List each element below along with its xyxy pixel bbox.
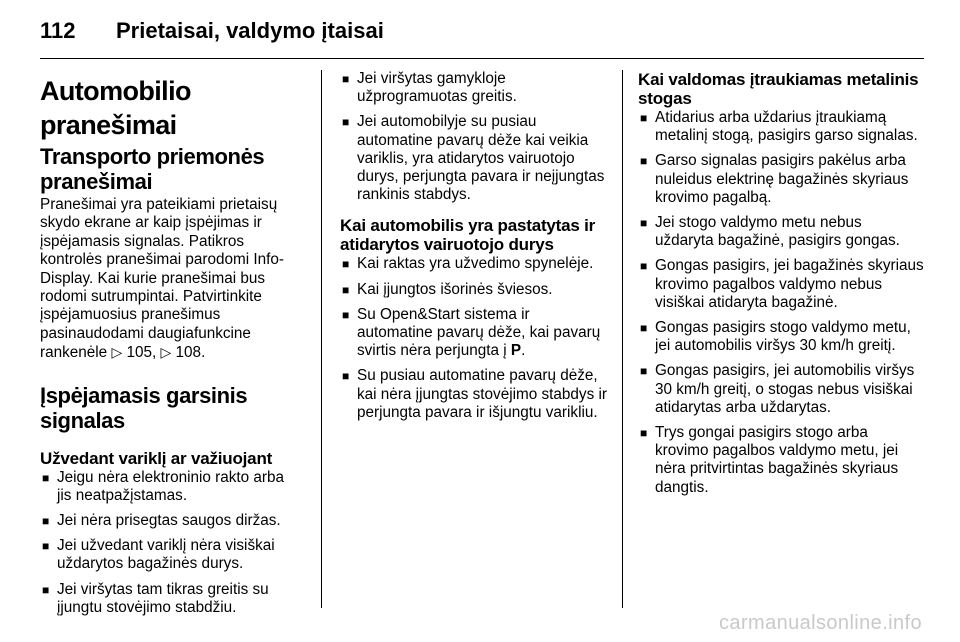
list-item: ■ Jei viršytas tam tikras greitis su įjungtu stovėjimo stabdžiu. (42, 580, 269, 616)
vehicle-messages-title: Transporto priemonės pranešimai (40, 144, 265, 194)
bullet-icon: ■ (342, 115, 350, 130)
page-number: 112 (40, 18, 76, 43)
list-item: ■ Jei užvedant variklį nėra visiškai uždarytos bagažinės durys. (42, 537, 275, 573)
list-item: ■ Kai raktas yra užvedimo spynelėje. (342, 255, 594, 273)
column-3 (638, 70, 924, 504)
list-item: ■ Jei stogo valdymo metu nebus uždaryta bagažinė, pasigirs gongas. (640, 214, 900, 250)
bullet-icon: ■ (640, 259, 648, 274)
warning-chime-title: Įspėjamasis garsinis signalas (40, 382, 248, 433)
gear-p-label: P (510, 342, 522, 360)
bullet-icon: ■ (42, 514, 50, 529)
roof-list (638, 109, 924, 497)
main-title: Automobilio pranešimai (40, 76, 191, 140)
bullet-icon: ■ (342, 282, 350, 297)
intro-text: Pranešimai yra pateikiami prietaisų skydo ekrane ar kaip įspėjimas ir įspėjamasis signalas. Patikros kontrolės pranešimai parodomi Info-Display. Kai kurie pranešimai bus rodomi sutrumpintai. Patvirtinkite įspėjamuosius pranešimus pasinaudodami daugiafunkcine rankenėle (40, 196, 285, 362)
column-1 (40, 70, 302, 624)
list-item: ■ Kai įjungtos išorinės šviesos. (342, 280, 553, 298)
section-title: Prietaisai, valdymo įtaisai (116, 18, 384, 43)
list-item: ■ Gongas pasigirs stogo valdymo metu, jei automobilis viršys 30 km/h greitį. (640, 319, 911, 355)
bullet-icon: ■ (640, 426, 648, 441)
xref-arrow-icon: ▷ (160, 344, 172, 361)
xref-separator: , (152, 344, 157, 362)
list-item: ■ Gongas pasigirs, jei bagažinės skyriaus krovimo pagalbos valdymo nebus visiškai atidaryta bagažinė. (640, 257, 924, 311)
list-item: ■ Su pusiau automatine pavarų dėže, kai nėra įjungtas stovėjimo stabdys ir perjungta pavara ir išjungtu varikliu. (342, 367, 607, 421)
chime-list-2 (340, 70, 608, 204)
parked-list (340, 255, 608, 422)
bullet-icon: ■ (342, 257, 350, 272)
list-item: ■ Atidarius arba uždarius įtraukiamą metalinį stogą, pasigirs garso signalas. (640, 109, 918, 145)
bullet-icon: ■ (342, 369, 350, 384)
column-divider-1 (321, 70, 322, 608)
column-2 (340, 70, 608, 429)
bullet-icon: ■ (640, 321, 648, 336)
list-item: ■ Gongas pasigirs, jei automobilis viršys 30 km/h greitį, o stogas nebus visiškai atidarytas arba uždarytas. (640, 362, 915, 416)
page-header (40, 18, 384, 44)
xref-link-2[interactable]: 108 (175, 344, 202, 362)
header-rule (40, 58, 924, 59)
bullet-icon: ■ (640, 364, 648, 379)
bullet-icon: ■ (342, 307, 350, 322)
bullet-icon: ■ (640, 216, 648, 231)
list-item: ■ Garso signalas pasigirs pakėlus arba nuleidus elektrinę bagažinės skyriaus krovimo pagalbą. (640, 152, 909, 206)
bullet-icon: ■ (42, 582, 50, 597)
list-item: ■ Trys gongai pasigirs stogo arba krovimo pagalbos valdymo metu, jei nėra pritvirtintas bagažinės skyriaus dangtis. (640, 424, 899, 496)
list-item: ■ Jeigu nėra elektroninio rakto arba jis neatpažįstamas. (42, 468, 285, 504)
bullet-icon: ■ (342, 72, 350, 86)
watermark: carmanualsonline.info (719, 612, 922, 634)
roof-title: Kai valdomas įtraukiamas metalinis stogas (638, 70, 919, 108)
list-item: ■ Jei viršytas gamykloje užprogramuotas greitis. (342, 70, 517, 106)
bullet-icon: ■ (42, 539, 50, 554)
list-item: ■ Su Open&Start sistema ir automatine pavarų dėže, kai pavarų svirtis nėra perjungta į P. (342, 305, 601, 360)
xref-link-1[interactable]: 105 (126, 344, 152, 362)
bullet-icon: ■ (42, 470, 50, 485)
starting-driving-title: Užvedant variklį ar važiuojant (40, 448, 273, 468)
chime-list-1 (40, 469, 302, 617)
list-item: ■ Jei nėra prisegtas saugos diržas. (42, 512, 281, 530)
bullet-icon: ■ (640, 111, 648, 125)
parked-title: Kai automobilis yra pastatytas ir atidarytos vairuotojo durys (340, 216, 596, 255)
intro-paragraph (40, 196, 302, 363)
bullet-icon: ■ (640, 154, 648, 169)
xref-arrow-icon: ▷ (111, 344, 123, 361)
xref-end: . (201, 344, 206, 362)
column-divider-2 (622, 70, 623, 608)
list-item: ■ Jei automobilyje su pusiau automatine pavarų dėže kai veikia variklis, yra atidarytos vairuotojo durys, perjungta pavara ir neįjungtas rankinis stabdys. (342, 113, 605, 204)
